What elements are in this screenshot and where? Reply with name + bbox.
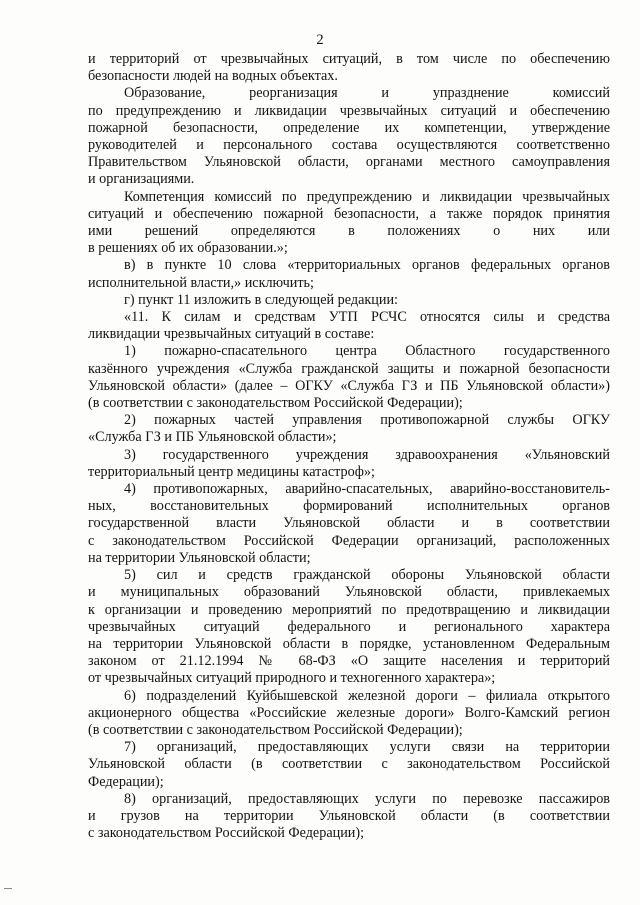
- text-line: и территорий от чрезвычайных ситуаций, в том числе по обеспечению: [88, 51, 610, 67]
- text-line: ситуаций и обеспечению пожарной безопасности, а также порядок принятия: [88, 205, 610, 222]
- text-line: казённого учреждения «Служба гражданской защиты и пожарной безопасности: [88, 360, 610, 377]
- text-line: на территории Ульяновской области в порядке, установленном Федеральным: [88, 635, 610, 652]
- text-line: ими решений определяются в положениях о них или: [88, 223, 610, 240]
- text-line: от чрезвычайных ситуаций природного и техногенного характера»;: [88, 670, 496, 687]
- text-line: 4) противопожарных, аварийно-спасательных, аварийно-восстановитель-: [124, 481, 610, 498]
- text-line: г) пункт 11 изложить в следующей редакции:: [124, 291, 398, 308]
- text-line: пожарной безопасности, определение их компетенции, утверждение: [88, 119, 610, 136]
- text-line: на территории Ульяновской области;: [88, 549, 311, 566]
- text-line: территориальный центр медицины катастроф»;: [88, 463, 375, 480]
- scan-edge-mark: [4, 888, 12, 889]
- text-line: 6) подразделений Куйбышевской железной дороги – филиала открытого: [124, 687, 610, 704]
- text-line: и грузов на территории Ульяновской области (в соответствии: [88, 807, 610, 824]
- text-line: в решениях об их образовании.»;: [88, 240, 288, 257]
- text-line: Образование, реорганизация и упразднение комиссий: [124, 85, 610, 102]
- text-line: в) в пункте 10 слова «территориальных органов федеральных органов: [124, 257, 610, 274]
- text-line: Федерации);: [88, 773, 164, 790]
- text-line: государственной власти Ульяновской области и в соответствии: [88, 515, 610, 532]
- text-line: Правительством Ульяновской области, органами местного самоуправления: [88, 154, 610, 171]
- text-line: 2) пожарных частей управления противопожарной службы ОГКУ: [124, 412, 610, 429]
- text-line: «Служба ГЗ и ПБ Ульяновской области»;: [88, 429, 337, 446]
- text-line: чрезвычайных ситуаций федерального и регионального характера: [88, 618, 610, 635]
- text-line: акционерного общества «Российские железные дороги» Волго-Камский регион: [88, 704, 610, 721]
- text-line: Компетенция комиссий по предупреждению и ликвидации чрезвычайных: [124, 188, 610, 205]
- document-body: [88, 51, 610, 842]
- text-line: «11. К силам и средствам УТП РСЧС относятся силы и средства: [124, 309, 610, 326]
- text-line: ликвидации чрезвычайных ситуаций в составе:: [88, 326, 375, 343]
- text-line: и муниципальных образований Ульяновской области, привлекаемых: [88, 584, 610, 601]
- text-line: ных, восстановительных формирований исполнительных органов: [88, 498, 610, 515]
- text-line: 8) организаций, предоставляющих услуги по перевозке пассажиров: [124, 790, 610, 807]
- text-line: (в соответствии с законодательством Российской Федерации);: [88, 395, 463, 412]
- text-line: (в соответствии с законодательством Российской Федерации);: [88, 721, 463, 738]
- text-line: 1) пожарно-спасательного центра Областного государственного: [124, 343, 610, 360]
- text-line: Ульяновской области» (далее – ОГКУ «Служба ГЗ и ПБ Ульяновской области»): [88, 377, 610, 394]
- text-line: руководителей и персонального состава осуществляются соответственно: [88, 137, 610, 154]
- text-line: 3) государственного учреждения здравоохранения «Ульяновский: [124, 446, 610, 463]
- text-line: по предупреждению и ликвидации чрезвычайных ситуаций и обеспечению: [88, 102, 610, 119]
- page-number: 2: [316, 32, 324, 48]
- text-line: безопасности людей на водных объектах.: [88, 68, 338, 85]
- text-line: 5) сил и средств гражданской обороны Ульяновской области: [124, 567, 610, 584]
- text-line: к организации и проведению мероприятий по предотвращению и ликвидации: [88, 601, 610, 618]
- text-line: с законодательством Российской Федерации организаций, расположенных: [88, 532, 610, 549]
- text-line: Ульяновской области (в соответствии с законодательством Российской: [88, 756, 610, 773]
- text-line: исполнительной власти,» исключить;: [88, 274, 314, 291]
- text-line: законом от 21.12.1994 № 68-ФЗ «О защите населения и территорий: [88, 653, 610, 670]
- text-line: с законодательством Российской Федерации);: [88, 825, 365, 842]
- text-line: 7) организаций, предоставляющих услуги связи на территории: [124, 739, 610, 756]
- text-line: и организациями.: [88, 171, 195, 188]
